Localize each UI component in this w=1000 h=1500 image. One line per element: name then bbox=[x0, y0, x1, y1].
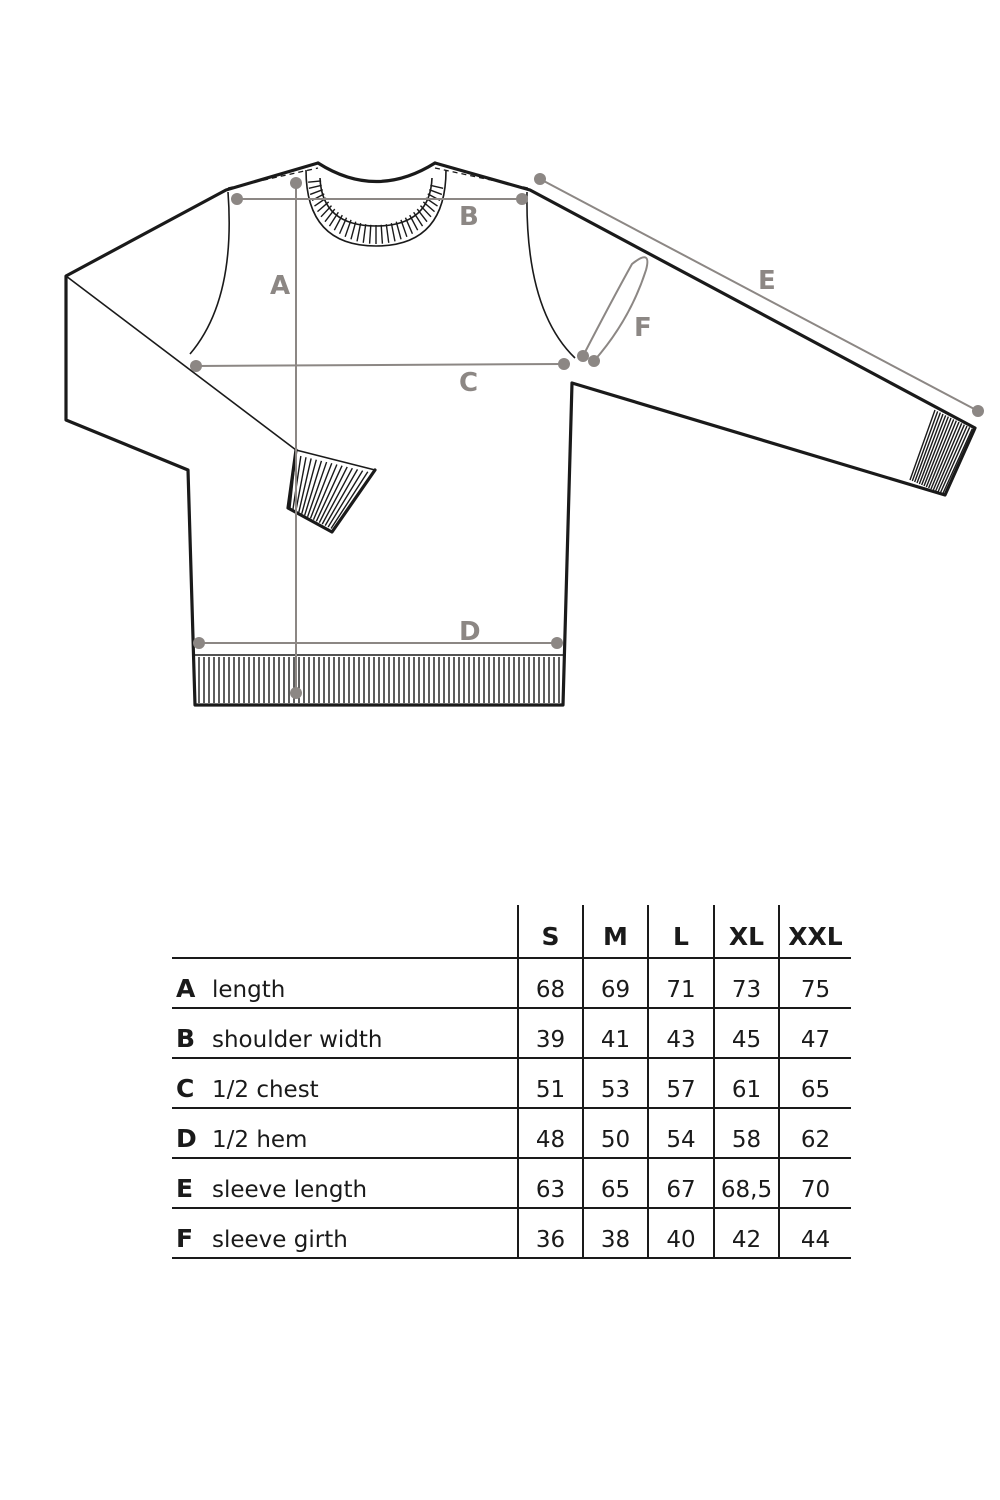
table-cell: 62 bbox=[779, 1108, 851, 1158]
row-name: 1/2 chest bbox=[212, 1077, 319, 1103]
table-cell: 42 bbox=[714, 1208, 779, 1258]
table-row bbox=[172, 1058, 851, 1108]
row-letter: E bbox=[176, 1174, 194, 1203]
table-cell: 58 bbox=[714, 1108, 779, 1158]
table-cell: 63 bbox=[518, 1158, 583, 1208]
table-cell: 73 bbox=[714, 958, 779, 1008]
size-m: M bbox=[583, 905, 648, 958]
table-cell: 65 bbox=[779, 1058, 851, 1108]
table-cell: 61 bbox=[714, 1058, 779, 1108]
label-d: D bbox=[459, 617, 481, 647]
neck-ribbing bbox=[308, 181, 443, 244]
table-row bbox=[172, 1208, 851, 1258]
table-cell: 41 bbox=[583, 1008, 648, 1058]
measurement-label bbox=[172, 1158, 518, 1208]
header-empty bbox=[172, 905, 518, 958]
measure-d bbox=[193, 617, 563, 649]
label-a: A bbox=[270, 271, 291, 301]
label-e: E bbox=[758, 266, 776, 296]
table-row bbox=[172, 958, 851, 1008]
table-cell: 53 bbox=[583, 1058, 648, 1108]
row-name: shoulder width bbox=[212, 1027, 383, 1053]
table-cell: 68,5 bbox=[714, 1158, 779, 1208]
size-xl: XL bbox=[714, 905, 779, 958]
measurement-label bbox=[172, 1058, 518, 1108]
row-letter: C bbox=[176, 1074, 195, 1103]
table-cell: 75 bbox=[779, 958, 851, 1008]
table-row bbox=[172, 1158, 851, 1208]
sweater-outline bbox=[66, 163, 975, 705]
measure-a bbox=[270, 177, 302, 699]
table-row bbox=[172, 1108, 851, 1158]
table-cell: 43 bbox=[648, 1008, 714, 1058]
label-f: F bbox=[634, 313, 652, 343]
row-letter: A bbox=[176, 974, 196, 1003]
size-header-row bbox=[172, 905, 851, 958]
measure-e bbox=[534, 173, 984, 417]
table-cell: 67 bbox=[648, 1158, 714, 1208]
label-c: C bbox=[459, 368, 479, 398]
table-cell: 38 bbox=[583, 1208, 648, 1258]
table-cell: 47 bbox=[779, 1008, 851, 1058]
table-row bbox=[172, 1008, 851, 1058]
measurement-label bbox=[172, 958, 518, 1008]
row-name: 1/2 hem bbox=[212, 1127, 308, 1153]
row-letter: B bbox=[176, 1024, 196, 1053]
measurement-label bbox=[172, 1208, 518, 1258]
table-cell: 65 bbox=[583, 1158, 648, 1208]
table-cell: 57 bbox=[648, 1058, 714, 1108]
size-table bbox=[172, 905, 851, 1259]
size-xxl: XXL bbox=[779, 905, 851, 958]
measure-c bbox=[190, 358, 570, 398]
table-cell: 36 bbox=[518, 1208, 583, 1258]
row-name: sleeve length bbox=[212, 1177, 368, 1203]
table-cell: 44 bbox=[779, 1208, 851, 1258]
label-b: B bbox=[459, 202, 479, 232]
table-cell: 70 bbox=[779, 1158, 851, 1208]
size-s: S bbox=[518, 905, 583, 958]
measurement-label bbox=[172, 1008, 518, 1058]
measurement-label bbox=[172, 1108, 518, 1158]
table-cell: 69 bbox=[583, 958, 648, 1008]
row-letter: D bbox=[176, 1124, 197, 1153]
table-cell: 71 bbox=[648, 958, 714, 1008]
row-name: length bbox=[212, 977, 286, 1003]
table-cell: 68 bbox=[518, 958, 583, 1008]
table-cell: 45 bbox=[714, 1008, 779, 1058]
table-cell: 51 bbox=[518, 1058, 583, 1108]
hem-ribbing bbox=[199, 657, 559, 703]
table-cell: 54 bbox=[648, 1108, 714, 1158]
size-l: L bbox=[648, 905, 714, 958]
table-cell: 50 bbox=[583, 1108, 648, 1158]
table-cell: 40 bbox=[648, 1208, 714, 1258]
row-name: sleeve girth bbox=[212, 1227, 348, 1253]
table-cell: 39 bbox=[518, 1008, 583, 1058]
measure-f bbox=[577, 257, 652, 367]
row-letter: F bbox=[176, 1224, 194, 1253]
table-cell: 48 bbox=[518, 1108, 583, 1158]
